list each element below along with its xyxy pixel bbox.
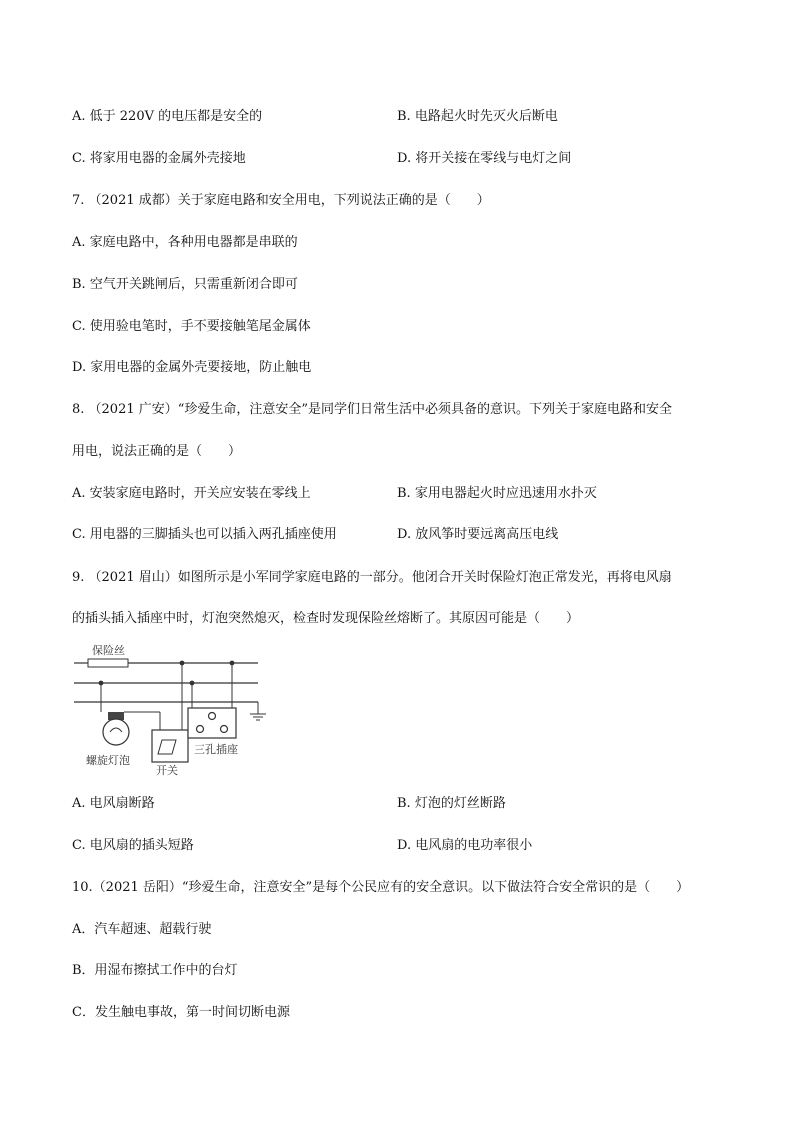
- circuit-diagram: [68, 640, 273, 780]
- q9-option-c: C. 电风扇的插头短路: [72, 838, 194, 853]
- q9-stem-line2: 的插头插入插座中时，灯泡突然熄灭，检查时发现保险丝熔断了。其原因可能是（ ）: [72, 611, 580, 626]
- q7-option-a: A. 家庭电路中，各种用电器都是串联的: [72, 235, 298, 250]
- q8-option-b: B. 家用电器起火时应迅速用水扑灭: [397, 486, 597, 501]
- q8-stem-line2: 用电，说法正确的是（ ）: [72, 444, 242, 459]
- fuse-label: 保险丝: [92, 644, 125, 657]
- q7-option-c: C. 使用验电笔时，手不要接触笔尾金属体: [72, 319, 311, 334]
- bulb-label: 螺旋灯泡: [86, 754, 130, 767]
- q8-option-c: C. 用电器的三脚插头也可以插入两孔插座使用: [72, 527, 337, 542]
- socket-hole-top: [209, 713, 216, 720]
- q6-option-c: C. 将家用电器的金属外壳接地: [72, 151, 246, 166]
- q9-option-a: A. 电风扇断路: [72, 796, 155, 811]
- q7-stem: 7. （2021 成都）关于家庭电路和安全用电，下列说法正确的是（ ）: [72, 193, 490, 208]
- q6-option-a: A. 低于 220V 的电压都是安全的: [72, 109, 263, 124]
- q7-option-b: B. 空气开关跳闸后，只需重新闭合即可: [72, 277, 298, 292]
- socket-hole-left: [197, 726, 204, 733]
- socket-label: 三孔插座: [194, 743, 238, 756]
- q8-option-a: A. 安装家庭电路时，开关应安装在零线上: [72, 486, 311, 501]
- q6-option-d: D. 将开关接在零线与电灯之间: [397, 151, 572, 166]
- q10-option-c: C．发生触电事故，第一时间切断电源: [72, 1005, 290, 1020]
- socket-hole-right: [221, 726, 228, 733]
- fuse-symbol: [88, 659, 128, 667]
- q9-option-b: B. 灯泡的灯丝断路: [397, 796, 506, 811]
- q7-option-d: D. 家用电器的金属外壳要接地，防止触电: [72, 360, 312, 375]
- q8-option-d: D. 放风筝时要远离高压电线: [397, 527, 559, 542]
- q6-option-b: B. 电路起火时先灭火后断电: [397, 109, 558, 124]
- q10-option-a: A．汽车超速、超载行驶: [72, 922, 212, 937]
- q9-option-d: D. 电风扇的电功率很小: [397, 838, 533, 853]
- q10-option-b: B．用湿布擦拭工作中的台灯: [72, 963, 238, 978]
- q8-stem-line1: 8. （2021 广安）“珍爱生命，注意安全”是同学们日常生活中必须具备的意识。下列关于家庭电路和安全: [72, 402, 673, 417]
- bulb-icon: [103, 719, 129, 745]
- switch-label: 开关: [156, 764, 178, 777]
- q10-stem: 10.（2021 岳阳）“珍爱生命，注意安全”是每个公民应有的安全意识。以下做法符合安全常识的是（ ）: [72, 880, 690, 895]
- q9-stem-line1: 9. （2021 眉山）如图所示是小军同学家庭电路的一部分。他闭合开关时保险灯泡正常发光，再将电风扇: [72, 570, 672, 585]
- switch-box: [152, 730, 188, 762]
